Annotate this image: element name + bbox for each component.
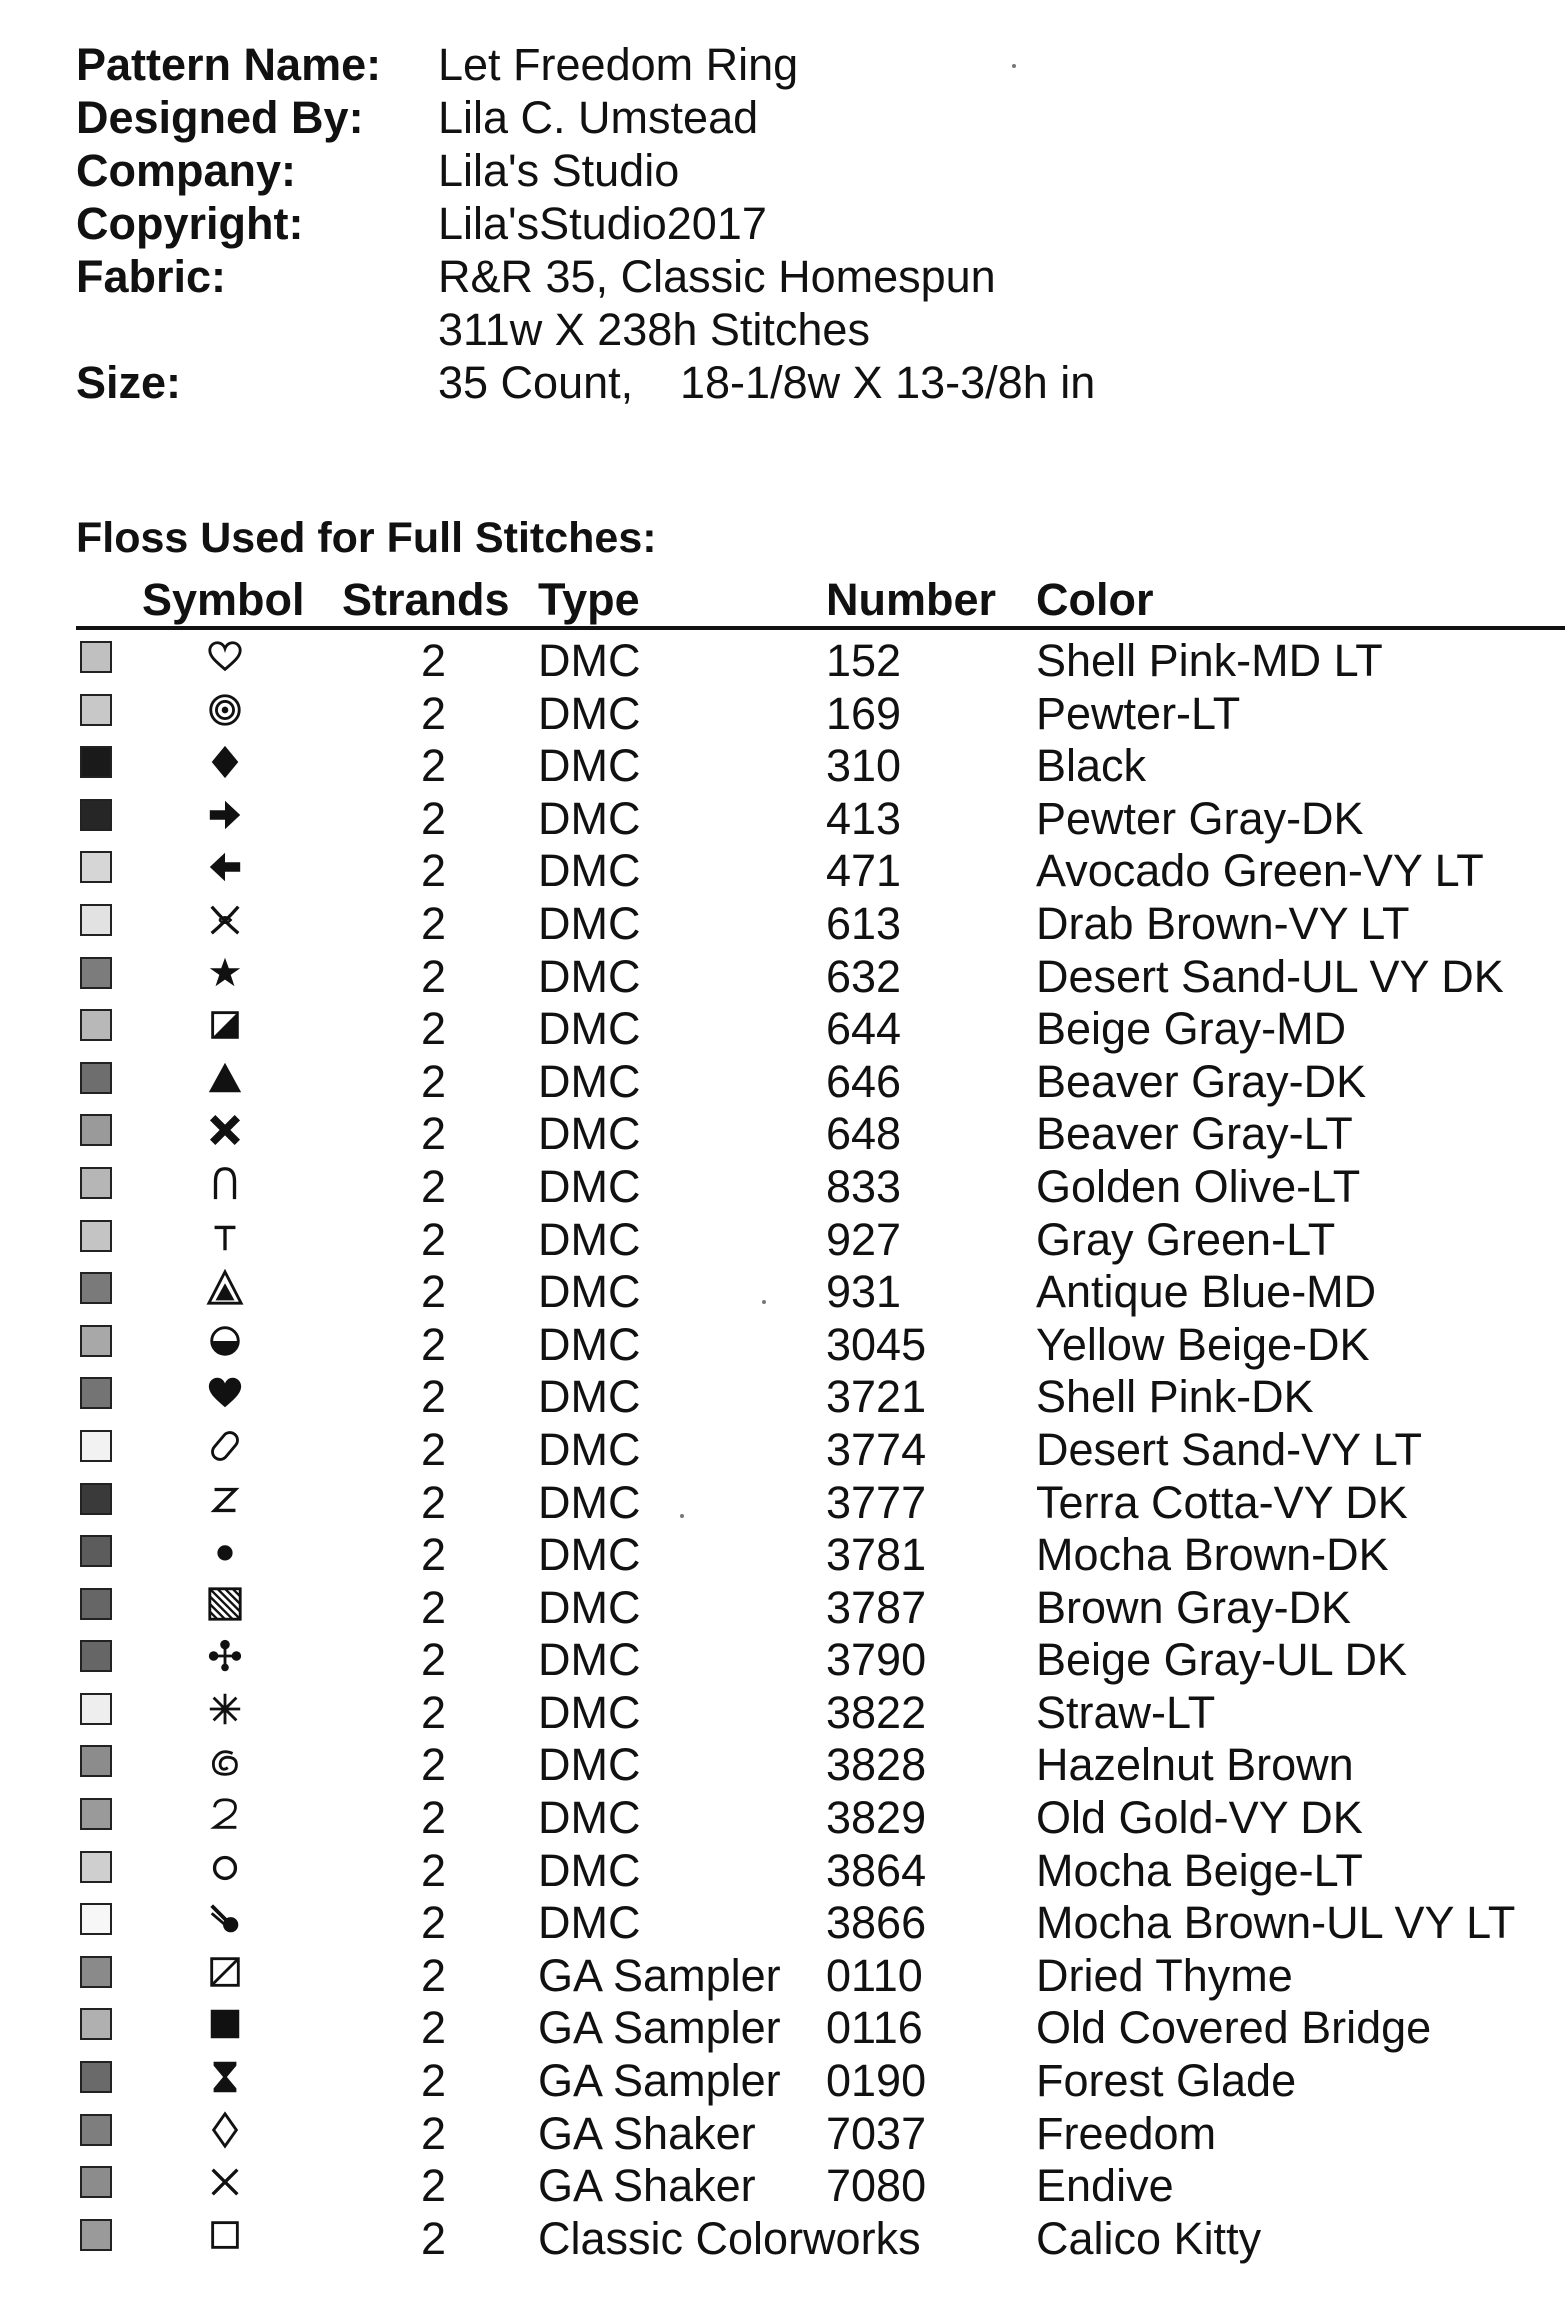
color-name-cell: Mocha Brown-UL VY LT: [1036, 1897, 1516, 1949]
color-name-cell: Hazelnut Brown: [1036, 1739, 1354, 1791]
type-cell: DMC: [538, 845, 641, 897]
pill-icon: [200, 1423, 250, 1469]
pattern-name-value: Let Freedom Ring: [438, 39, 799, 90]
color-swatch: [80, 957, 112, 989]
strands-cell: 2: [421, 1266, 447, 1318]
color-swatch: [80, 1062, 112, 1094]
floss-row: [0, 790, 1565, 843]
number-cell: 613: [826, 897, 902, 949]
floss-row: [0, 1316, 1565, 1369]
color-swatch: [80, 1009, 112, 1041]
floss-row: [0, 1579, 1565, 1632]
floss-row: [0, 685, 1565, 738]
header-color: Color: [1036, 574, 1154, 625]
color-name-cell: Old Gold-VY DK: [1036, 1792, 1363, 1844]
type-cell: DMC: [538, 1213, 641, 1265]
company-value: Lila's Studio: [438, 145, 680, 196]
scan-speck: [680, 1514, 684, 1518]
size-label: Size:: [76, 357, 182, 408]
ring-icon: [200, 1844, 250, 1890]
type-cell: Classic Colorworks: [538, 2212, 921, 2264]
strands-cell: 2: [421, 1792, 447, 1844]
fabric-label: Fabric:: [76, 251, 227, 302]
stitches-value: 311w X 238h Stitches: [438, 304, 870, 355]
type-cell: GA Sampler: [538, 2055, 781, 2107]
color-name-cell: Antique Blue-MD: [1036, 1266, 1377, 1318]
designed-by-label: Designed By:: [76, 92, 364, 143]
strands-cell: 2: [421, 1371, 447, 1423]
color-name-cell: Desert Sand-UL VY DK: [1036, 950, 1504, 1002]
floss-row: [0, 1211, 1565, 1264]
type-cell: DMC: [538, 1318, 641, 1370]
strands-cell: 2: [421, 1423, 447, 1475]
color-name-cell: Mocha Brown-DK: [1036, 1529, 1389, 1581]
color-name-cell: Desert Sand-VY LT: [1036, 1423, 1423, 1475]
number-cell: 0116: [826, 2002, 923, 2054]
strands-cell: 2: [421, 1844, 447, 1896]
floss-row: [0, 1789, 1565, 1842]
scan-speck: [762, 1300, 766, 1304]
number-cell: 169: [826, 687, 902, 739]
swirl-icon: [200, 1738, 250, 1784]
color-swatch: [80, 1430, 112, 1462]
color-swatch: [80, 746, 112, 778]
color-name-cell: Straw-LT: [1036, 1686, 1216, 1738]
number-cell: 646: [826, 1055, 902, 1107]
color-name-cell: Pewter-LT: [1036, 687, 1241, 739]
hourglass-icon: [200, 2054, 250, 2100]
floss-row: [0, 1526, 1565, 1579]
strands-cell: 2: [421, 897, 447, 949]
diamond-filled-icon: [200, 739, 250, 785]
floss-row: [0, 1947, 1565, 2000]
header-strands: Strands: [342, 574, 510, 625]
color-swatch: [80, 1640, 112, 1672]
strands-cell: 2: [421, 1108, 447, 1160]
strands-cell: 2: [421, 1739, 447, 1791]
floss-row: [0, 895, 1565, 948]
color-swatch: [80, 2114, 112, 2146]
color-swatch: [80, 2061, 112, 2093]
number-cell: 3045: [826, 1318, 927, 1370]
color-name-cell: Forest Glade: [1036, 2055, 1297, 2107]
floss-row: [0, 1105, 1565, 1158]
number-cell: 413: [826, 792, 902, 844]
color-name-cell: Calico Kitty: [1036, 2212, 1262, 2264]
target-icon: [200, 687, 250, 733]
pattern-name-label: Pattern Name:: [76, 39, 382, 90]
color-swatch: [80, 799, 112, 831]
color-swatch: [80, 904, 112, 936]
size-count-value: 35 Count,: [438, 357, 634, 408]
number-cell: 3828: [826, 1739, 927, 1791]
floss-row: [0, 1999, 1565, 2052]
color-swatch: [80, 1798, 112, 1830]
number-cell: 3774: [826, 1423, 927, 1475]
header-type: Type: [538, 574, 640, 625]
dot-icon: [200, 1528, 250, 1574]
company-label: Company:: [76, 145, 297, 196]
strands-cell: 2: [421, 2107, 447, 2159]
number-cell: 931: [826, 1266, 902, 1318]
type-cell: DMC: [538, 1844, 641, 1896]
strands-cell: 2: [421, 740, 447, 792]
strands-cell: 2: [421, 1160, 447, 1212]
type-cell: DMC: [538, 1581, 641, 1633]
floss-row: [0, 1053, 1565, 1106]
square-hatched-icon: [200, 1581, 250, 1627]
star-icon: [200, 950, 250, 996]
strands-cell: 2: [421, 1476, 447, 1528]
color-swatch: [80, 1220, 112, 1252]
type-cell: DMC: [538, 897, 641, 949]
color-swatch: [80, 1903, 112, 1935]
number-cell: 3787: [826, 1581, 927, 1633]
color-swatch: [80, 1114, 112, 1146]
diamond-outline-icon: [200, 2107, 250, 2153]
strands-cell: 2: [421, 1318, 447, 1370]
strands-cell: 2: [421, 1581, 447, 1633]
floss-row: [0, 2210, 1565, 2263]
copyright-label: Copyright:: [76, 198, 304, 249]
strands-cell: 2: [421, 845, 447, 897]
strands-cell: 2: [421, 2055, 447, 2107]
x-thin-icon: [200, 2159, 250, 2205]
floss-table-body: [0, 632, 1565, 2262]
type-cell: DMC: [538, 1792, 641, 1844]
number-cell: 7037: [826, 2107, 927, 2159]
type-cell: DMC: [538, 1897, 641, 1949]
color-name-cell: Pewter Gray-DK: [1036, 792, 1364, 844]
color-swatch: [80, 2166, 112, 2198]
arrow-right-icon: [200, 792, 250, 838]
color-swatch: [80, 1588, 112, 1620]
fabric-value: R&R 35, Classic Homespun: [438, 251, 996, 302]
floss-row: [0, 1736, 1565, 1789]
color-name-cell: Shell Pink-MD LT: [1036, 635, 1383, 686]
color-name-cell: Gray Green-LT: [1036, 1213, 1336, 1265]
floss-row: [0, 1158, 1565, 1211]
clover-cross-icon: [200, 1633, 250, 1679]
strands-cell: 2: [421, 635, 447, 686]
color-name-cell: Avocado Green-VY LT: [1036, 845, 1484, 897]
floss-row: [0, 632, 1565, 685]
type-cell: DMC: [538, 740, 641, 792]
type-cell: DMC: [538, 1160, 641, 1212]
strands-cell: 2: [421, 2160, 447, 2212]
circle-half-icon: [200, 1318, 250, 1364]
heart-outline-icon: [200, 634, 250, 680]
type-cell: GA Sampler: [538, 1949, 781, 2001]
t-letter-icon: [200, 1213, 250, 1259]
designed-by-value: Lila C. Umstead: [438, 92, 759, 143]
number-cell: 833: [826, 1160, 902, 1212]
number-cell: 648: [826, 1108, 902, 1160]
color-name-cell: Black: [1036, 740, 1147, 792]
header-symbol: Symbol: [142, 574, 305, 625]
scan-speck: [1012, 64, 1016, 68]
strands-cell: 2: [421, 1055, 447, 1107]
color-name-cell: Terra Cotta-VY DK: [1036, 1476, 1408, 1528]
square-outline-icon: [200, 2212, 250, 2258]
color-name-cell: Golden Olive-LT: [1036, 1160, 1361, 1212]
floss-row: [0, 948, 1565, 1001]
floss-row: [0, 1263, 1565, 1316]
color-name-cell: Freedom: [1036, 2107, 1217, 2159]
square-slash-icon: [200, 1949, 250, 1995]
type-cell: DMC: [538, 687, 641, 739]
strands-cell: 2: [421, 687, 447, 739]
z-letter-icon: [200, 1476, 250, 1522]
type-cell: DMC: [538, 792, 641, 844]
strands-cell: 2: [421, 1949, 447, 2001]
color-swatch: [80, 1167, 112, 1199]
type-cell: DMC: [538, 1686, 641, 1738]
number-cell: 0190: [826, 2055, 927, 2107]
number-cell: 0110: [826, 1949, 923, 2001]
type-cell: DMC: [538, 950, 641, 1002]
type-cell: DMC: [538, 1266, 641, 1318]
color-swatch: [80, 1535, 112, 1567]
type-cell: DMC: [538, 1529, 641, 1581]
strands-cell: 2: [421, 2002, 447, 2054]
number-cell: 3790: [826, 1634, 927, 1686]
color-name-cell: Old Covered Bridge: [1036, 2002, 1432, 2054]
floss-row: [0, 1474, 1565, 1527]
color-name-cell: Drab Brown-VY LT: [1036, 897, 1410, 949]
type-cell: GA Shaker: [538, 2107, 756, 2159]
triangle-icon: [200, 1055, 250, 1101]
floss-row: [0, 1684, 1565, 1737]
color-swatch: [80, 641, 112, 673]
color-swatch: [80, 1693, 112, 1725]
type-cell: DMC: [538, 1476, 641, 1528]
color-name-cell: Dried Thyme: [1036, 1949, 1293, 2001]
number-cell: 927: [826, 1213, 902, 1265]
strands-cell: 2: [421, 1634, 447, 1686]
square-half-icon: [200, 1002, 250, 1048]
type-cell: DMC: [538, 635, 641, 686]
strands-cell: 2: [421, 950, 447, 1002]
type-cell: GA Shaker: [538, 2160, 756, 2212]
color-name-cell: Beaver Gray-DK: [1036, 1055, 1367, 1107]
color-swatch: [80, 2008, 112, 2040]
floss-row: [0, 1631, 1565, 1684]
floss-row: [0, 1368, 1565, 1421]
strands-cell: 2: [421, 1003, 447, 1055]
color-swatch: [80, 1956, 112, 1988]
strands-cell: 2: [421, 1213, 447, 1265]
square-filled-icon: [200, 2001, 250, 2047]
floss-section-title: Floss Used for Full Stitches:: [76, 514, 657, 562]
strands-cell: 2: [421, 1686, 447, 1738]
floss-row: [0, 1842, 1565, 1895]
type-cell: DMC: [538, 1108, 641, 1160]
heart-filled-icon: [200, 1370, 250, 1416]
type-cell: DMC: [538, 1371, 641, 1423]
color-name-cell: Beaver Gray-LT: [1036, 1108, 1353, 1160]
arch-icon: [200, 1160, 250, 1206]
comet-icon: [200, 1896, 250, 1942]
floss-row: [0, 2105, 1565, 2158]
type-cell: DMC: [538, 1055, 641, 1107]
number-cell: 3777: [826, 1476, 927, 1528]
color-swatch: [80, 851, 112, 883]
color-swatch: [80, 1483, 112, 1515]
type-cell: DMC: [538, 1739, 641, 1791]
number-cell: 7080: [826, 2160, 927, 2212]
number-cell: 3721: [826, 1371, 927, 1423]
color-swatch: [80, 1272, 112, 1304]
color-name-cell: Brown Gray-DK: [1036, 1581, 1352, 1633]
copyright-value: Lila'sStudio2017: [438, 198, 767, 249]
color-swatch: [80, 2219, 112, 2251]
color-name-cell: Beige Gray-UL DK: [1036, 1634, 1407, 1686]
strands-cell: 2: [421, 792, 447, 844]
number-cell: 152: [826, 635, 902, 686]
strands-cell: 2: [421, 2212, 447, 2264]
number-cell: 3829: [826, 1792, 927, 1844]
size-dims-value: 18-1/8w X 13-3/8h in: [680, 357, 1096, 408]
color-swatch: [80, 1325, 112, 1357]
strands-cell: 2: [421, 1529, 447, 1581]
type-cell: GA Sampler: [538, 2002, 781, 2054]
floss-row: [0, 737, 1565, 790]
cross-curved-icon: [200, 897, 250, 943]
header-number: Number: [826, 574, 997, 625]
color-name-cell: Shell Pink-DK: [1036, 1371, 1314, 1423]
number-cell: 471: [826, 845, 902, 897]
type-cell: DMC: [538, 1003, 641, 1055]
floss-row: [0, 842, 1565, 895]
strands-cell: 2: [421, 1897, 447, 1949]
color-name-cell: Endive: [1036, 2160, 1174, 2212]
number-cell: 632: [826, 950, 902, 1002]
floss-row: [0, 1421, 1565, 1474]
number-cell: 3866: [826, 1897, 927, 1949]
color-swatch: [80, 1377, 112, 1409]
color-name-cell: Beige Gray-MD: [1036, 1003, 1347, 1055]
two-icon: [200, 1791, 250, 1837]
color-name-cell: Mocha Beige-LT: [1036, 1844, 1363, 1896]
triangle-nested-icon: [200, 1265, 250, 1311]
floss-table-header: [76, 566, 1565, 630]
number-cell: 3864: [826, 1844, 927, 1896]
x-bold-icon: [200, 1107, 250, 1153]
color-swatch: [80, 1745, 112, 1777]
color-swatch: [80, 1851, 112, 1883]
floss-row: [0, 2157, 1565, 2210]
type-cell: DMC: [538, 1423, 641, 1475]
number-cell: 310: [826, 740, 902, 792]
number-cell: 3822: [826, 1686, 927, 1738]
number-cell: 3781: [826, 1529, 927, 1581]
floss-row: [0, 1894, 1565, 1947]
type-cell: DMC: [538, 1634, 641, 1686]
number-cell: 644: [826, 1003, 902, 1055]
color-swatch: [80, 694, 112, 726]
asterisk-icon: [200, 1686, 250, 1732]
floss-row: [0, 1000, 1565, 1053]
color-name-cell: Yellow Beige-DK: [1036, 1318, 1370, 1370]
arrow-left-icon: [200, 844, 250, 890]
floss-row: [0, 2052, 1565, 2105]
